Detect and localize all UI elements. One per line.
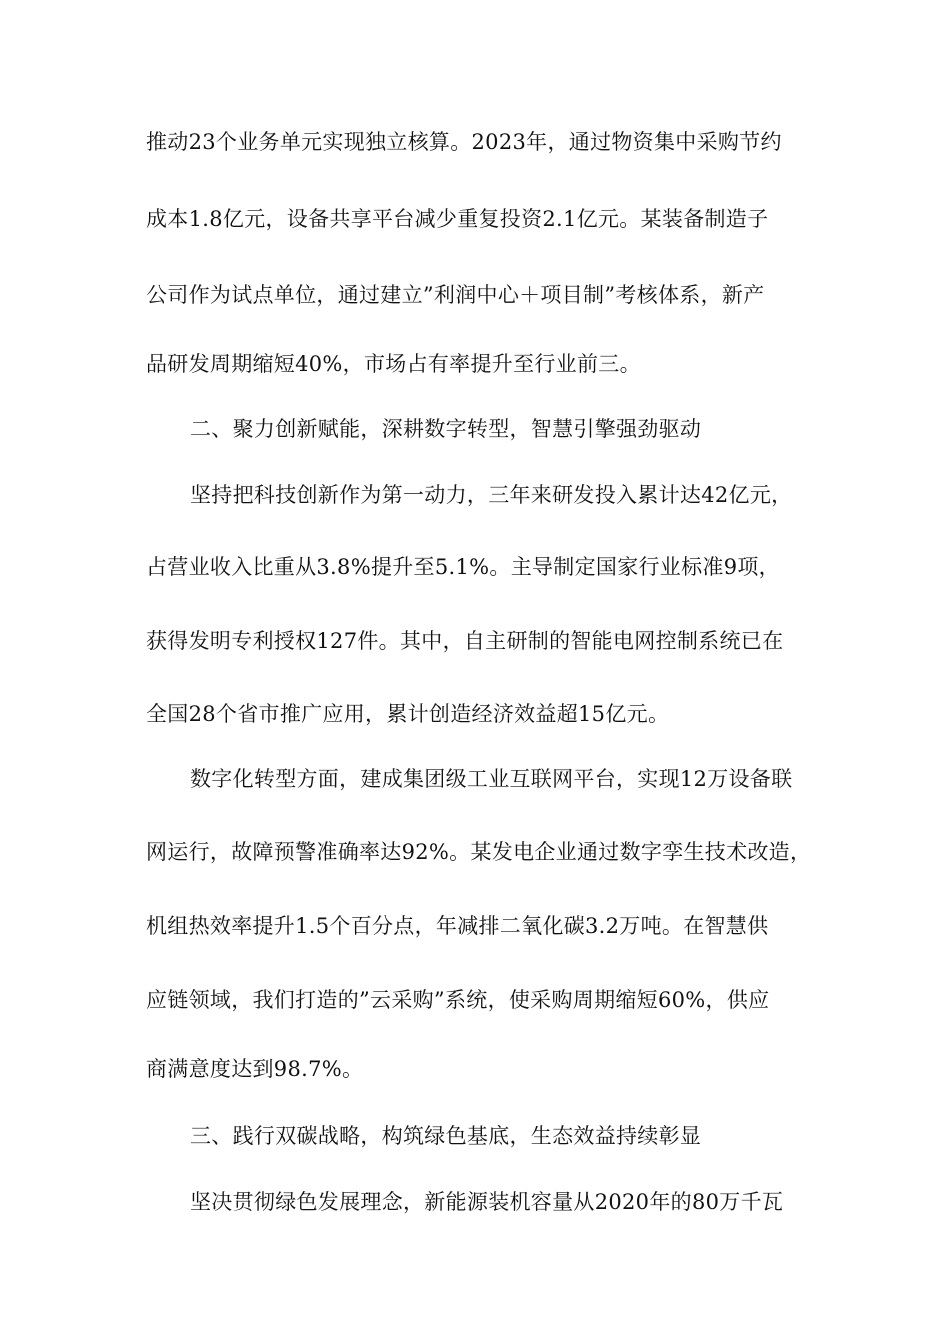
paragraph-line: 坚持把科技创新作为第一动力，三年来研发投入累计达42亿元， (190, 483, 793, 507)
paragraph-line: 坚决贯彻绿色发展理念，新能源装机容量从2020年的80万千瓦 (190, 1190, 784, 1214)
paragraph-line: 公司作为试点单位，通过建立”利润中心＋项目制”考核体系，新产 (146, 283, 765, 307)
paragraph-line: 数字化转型方面，建成集团级工业互联网平台，实现12万设备联 (190, 767, 793, 791)
section-heading: 二、聚力创新赋能，深耕数字转型，智慧引擎强劲驱动 (190, 417, 702, 441)
paragraph-line: 占营业收入比重从3.8%提升至5.1%。主导制定国家行业标准9项， (146, 555, 780, 579)
paragraph-line: 网运行，故障预警准确率达92%。某发电企业通过数字孪生技术改造， (146, 840, 812, 864)
paragraph-line: 机组热效率提升1.5个百分点，年减排二氧化碳3.2万吨。在智慧供 (146, 914, 769, 938)
paragraph-line: 获得发明专利授权127件。其中，自主研制的智能电网控制系统已在 (146, 629, 784, 653)
paragraph-line: 商满意度达到98.7%。 (146, 1057, 364, 1081)
paragraph-line: 成本1.8亿元，设备共享平台减少重复投资2.1亿元。某装备制造子 (146, 207, 769, 231)
paragraph-line: 全国28个省市推广应用，累计创造经济效益超15亿元。 (146, 702, 670, 726)
paragraph-line: 推动23个业务单元实现独立核算。2023年，通过物资集中采购节约 (146, 130, 782, 154)
section-heading: 三、践行双碳战略，构筑绿色基底，生态效益持续彰显 (190, 1124, 702, 1148)
paragraph-line: 品研发周期缩短40%，市场占有率提升至行业前三。 (146, 352, 641, 376)
paragraph-line: 应链领域，我们打造的”云采购”系统，使采购周期缩短60%，供应 (146, 988, 770, 1012)
